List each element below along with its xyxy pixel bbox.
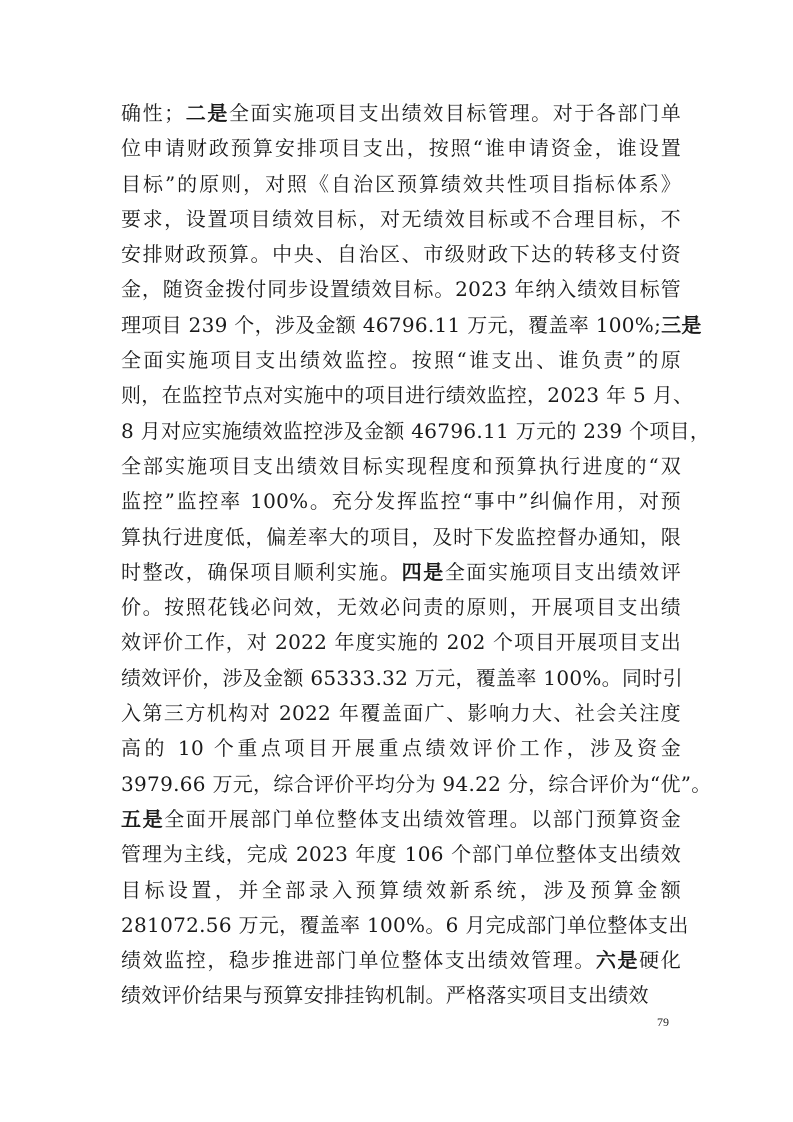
- text-line: [121, 731, 681, 766]
- text-line: [121, 202, 681, 237]
- text-line: [121, 308, 702, 343]
- body-text: [121, 96, 712, 1014]
- text-line: [121, 590, 681, 625]
- text-segment: 高的 10 个重点项目开展重点绩效评价工作，涉及资金: [121, 736, 681, 761]
- text-segment: 确性；: [121, 101, 185, 125]
- text-segment: 全面开展部门单位整体支出绩效管理。以部门预算资金: [164, 806, 681, 831]
- text-line: [121, 272, 681, 307]
- text-line: [121, 378, 694, 413]
- bold-heading-marker: 五是: [121, 806, 165, 831]
- text-segment: 算执行进度低，偏差率大的项目，及时下发监控督办通知，限: [121, 524, 681, 549]
- text-line: [121, 167, 681, 202]
- text-line: [121, 555, 681, 590]
- text-line: [121, 873, 681, 908]
- text-line: [121, 131, 681, 166]
- text-line: [121, 343, 681, 378]
- text-segment: 理项目 239 个，涉及金额 46796.11 万元，覆盖率 100%;: [121, 312, 662, 337]
- text-line: [121, 414, 711, 449]
- text-line: [121, 520, 681, 555]
- text-segment: 目标”的原则，对照《自治区预算绩效共性项目指标体系》: [121, 171, 681, 196]
- text-line: [121, 661, 681, 696]
- text-line: [121, 96, 681, 131]
- text-segment: 全面实施项目支出绩效目标管理。对于各部门单: [228, 101, 681, 125]
- text-segment: 全部实施项目支出绩效目标实现程度和预算执行进度的“双: [121, 453, 681, 478]
- text-line: [121, 484, 681, 519]
- text-line: [121, 908, 689, 943]
- page-number: 79: [657, 1015, 669, 1029]
- text-segment: 硬化: [639, 948, 681, 973]
- text-segment: 目标设置，并全部录入预算绩效新系统，涉及预算金额: [121, 877, 681, 902]
- text-segment: 8 月对应实施绩效监控涉及金额 46796.11 万元的 239 个项目，: [121, 418, 711, 443]
- text-segment: 则，在监控节点对实施中的项目进行绩效监控，2023 年 5 月、: [121, 383, 694, 408]
- bold-heading-marker: 四是: [401, 559, 445, 584]
- text-line: [121, 943, 681, 978]
- text-line: [121, 767, 712, 802]
- text-line: [121, 237, 681, 272]
- bold-heading-marker: 三是: [661, 312, 702, 337]
- text-segment: 监控”监控率 100%。充分发挥监控“事中”纠偏作用，对预: [121, 489, 681, 514]
- text-segment: 绩效评价，涉及金额 65333.32 万元，覆盖率 100%。同时引: [121, 665, 683, 690]
- text-segment: 要求，设置项目绩效目标，对无绩效目标或不合理目标，不: [121, 206, 681, 231]
- text-line: [121, 837, 681, 872]
- text-line: [121, 625, 681, 660]
- text-line: [121, 449, 681, 484]
- text-segment: 价。按照花钱必问效，无效必问责的原则，开展项目支出绩: [121, 595, 681, 620]
- text-line: [121, 978, 681, 1013]
- text-segment: 绩效评价结果与预算安排挂钩机制。严格落实项目支出绩效: [121, 983, 649, 1008]
- text-segment: 效评价工作，对 2022 年度实施的 202 个项目开展项目支出: [121, 630, 681, 655]
- text-segment: 管理为主线，完成 2023 年度 106 个部门单位整体支出绩效: [121, 842, 681, 867]
- text-segment: 281072.56 万元，覆盖率 100%。6 月完成部门单位整体支出: [121, 912, 689, 937]
- bold-heading-marker: 二是: [184, 101, 229, 125]
- text-line: [121, 696, 681, 731]
- text-segment: 时整改，确保项目顺利实施。: [121, 559, 402, 584]
- text-segment: 安排财政预算。中央、自治区、市级财政下达的转移支付资: [121, 242, 681, 267]
- text-segment: 全面实施项目支出绩效评: [444, 559, 681, 584]
- text-segment: 金，随资金拨付同步设置绩效目标。2023 年纳入绩效目标管: [121, 277, 681, 302]
- text-segment: 入第三方机构对 2022 年覆盖面广、影响力大、社会关注度: [121, 701, 681, 726]
- text-line: [121, 802, 681, 837]
- text-segment: 全面实施项目支出绩效监控。按照“谁支出、谁负责”的原: [121, 348, 681, 373]
- text-segment: 3979.66 万元，综合评价平均分为 94.22 分，综合评价为“优”。: [121, 771, 712, 796]
- bold-heading-marker: 六是: [595, 948, 640, 973]
- text-segment: 位申请财政预算安排项目支出，按照“谁申请资金，谁设置: [121, 136, 681, 161]
- text-segment: 绩效监控，稳步推进部门单位整体支出绩效管理。: [121, 948, 596, 973]
